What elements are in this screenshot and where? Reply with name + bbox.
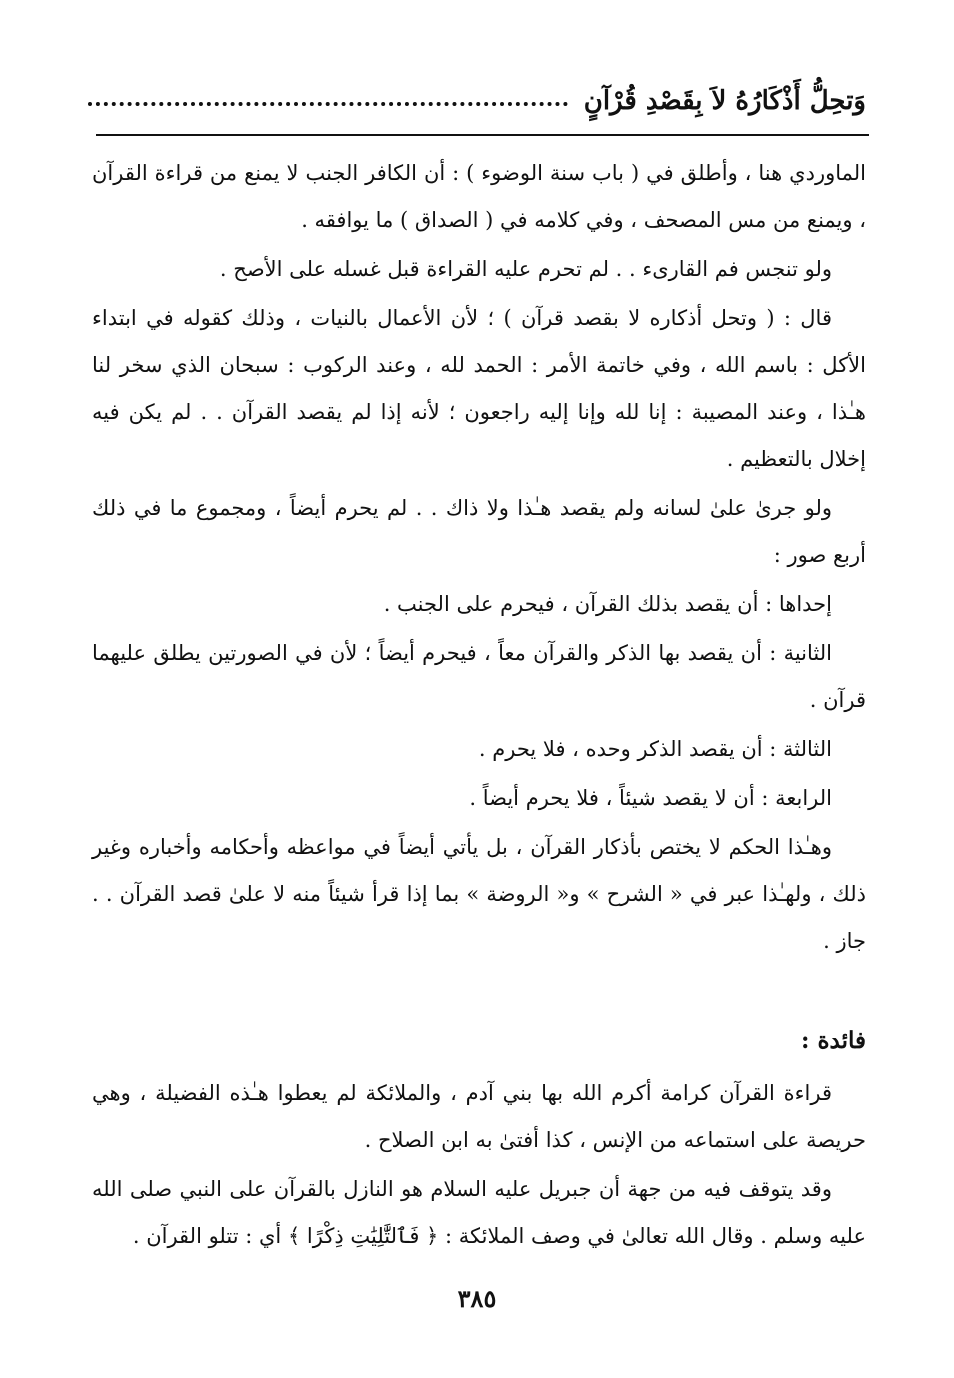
paragraph-3: قال : ( وتحل أذكاره لا بقصد قرآن ) ؛ لأن الأعمال بالنيات ، وذلك كقوله في ابتداء الأكل : باسم الله ، وفي خاتمة الأمر : الحمد لله ، وعند الركوب : سبحان الذي سخر لنا هـٰذا ، وعند المصيبة : إنا لله وإنا إليه راجعون ؛ لأنه إذا لم يقصد القرآن . . لم يكن فيه إخلال بالتعظيم . bbox=[92, 306, 866, 471]
header-rule bbox=[96, 134, 869, 136]
header-dotted-leader bbox=[88, 102, 568, 106]
running-header bbox=[88, 66, 866, 116]
paragraph-2: ولو تنجس فم القارىء . . لم تحرم عليه القراءة قبل غسله على الأصح . bbox=[219, 257, 832, 281]
paragraph-7: الثالثة : أن يقصد الذكر وحده ، فلا يحرم . bbox=[478, 737, 832, 761]
section-paragraph-2: وقد يتوقف فيه من جهة أن جبريل عليه السلام هو النازل بالقرآن على النبي صلى الله عليه وسلم . وقال الله تعالىٰ في وصف الملائكة : ﴿ فَٱلتَّٰلِيَٰتِ ذِكْرًا ﴾ أي : تتلو القرآن . bbox=[92, 1177, 866, 1248]
paragraph-9: وهـٰذا الحكم لا يختص بأذكار القرآن ، بل يأتي أيضاً في مواعظه وأحكامه وأخباره وغير ذلك ، ولهـٰذا عبر في « الشرح » و« الروضة » بما إذا قرأ شيئاً منه لا علىٰ قصد القرآن . . جاز . bbox=[92, 835, 866, 953]
page-body bbox=[92, 150, 866, 1262]
page-number: ٣٨٥ bbox=[457, 1284, 497, 1313]
section-heading: فائدة : bbox=[800, 1027, 866, 1054]
paragraph-4: ولو جرىٰ علىٰ لسانه ولم يقصد هـٰذا ولا ذاك . . لم يحرم أيضاً ، ومجموع ما في ذلك أربع صور : bbox=[92, 496, 866, 567]
paragraph-8: الرابعة : أن لا يقصد شيئاً ، فلا يحرم أيضاً . bbox=[469, 786, 832, 810]
paragraph-6: الثانية : أن يقصد بها الذكر والقرآن معاً ، فيحرم أيضاً ؛ لأن في الصورتين يطلق عليهما قرآن . bbox=[92, 641, 866, 712]
running-title: وَتحِلُّ أَذْكَارُهُ لاَ بِقَصْدِ قُرْآنٍ bbox=[583, 86, 866, 116]
section-paragraph-1: قراءة القرآن كرامة أكرم الله بها بني آدم ، والملائكة لم يعطوا هـٰذه الفضيلة ، وهي حريصة على استماعه من الإنس ، كذا أفتىٰ به ابن الصلاح . bbox=[92, 1081, 866, 1152]
paragraph-5: إحداها : أن يقصد بذلك القرآن ، فيحرم على الجنب . bbox=[383, 592, 832, 616]
paragraph-1: الماوردي هنا ، وأطلق في ( باب سنة الوضوء ) : أن الكافر الجنب لا يمنع من قراءة القرآن ، ويمنع من مس المصحف ، وفي كلامه في ( الصداق ) ما يوافقه . bbox=[92, 161, 866, 232]
